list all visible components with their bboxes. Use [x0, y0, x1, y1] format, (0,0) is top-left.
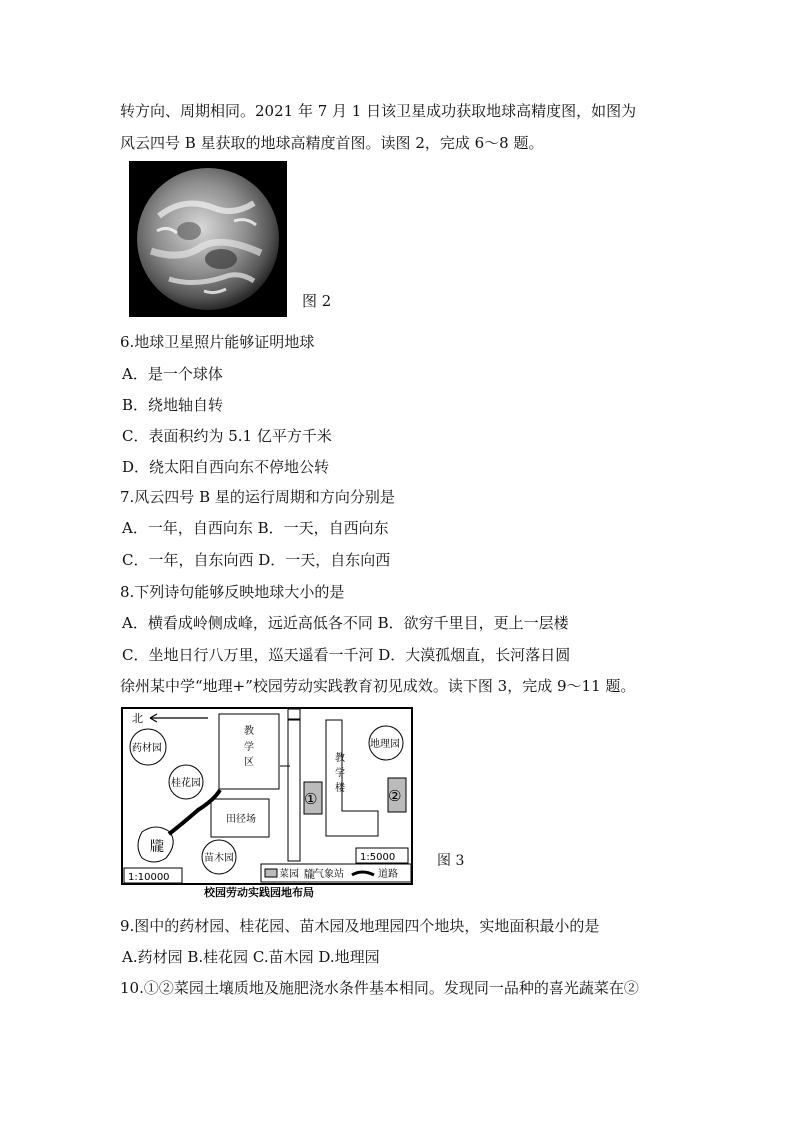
scale-left: 1:10000 — [128, 872, 170, 883]
q6-option-b: B．绕地轴自转 — [122, 396, 224, 414]
svg-text:教: 教 — [244, 726, 254, 737]
map-title: 校园劳动实践园地布局 — [204, 886, 314, 898]
road-strip — [288, 720, 300, 861]
svg-text:气象站: 气象站 — [314, 869, 344, 880]
q9-stem: 9.图中的药材园、桂花园、苗木园及地理园四个地块，实地面积最小的是 — [120, 917, 600, 935]
svg-text:桂花园: 桂花园 — [171, 778, 201, 789]
earth-satellite-photo — [129, 161, 287, 317]
svg-text:区: 区 — [244, 757, 254, 768]
q8-stem: 8.下列诗句能够反映地球大小的是 — [120, 583, 345, 601]
svg-text:学: 学 — [244, 742, 254, 753]
q6-option-d: D．绕太阳自西向东不停地公转 — [122, 458, 330, 476]
weather-station-icon: 𪚖 — [150, 839, 164, 855]
svg-text:菜园: 菜园 — [279, 869, 299, 880]
svg-text:田径场: 田径场 — [226, 814, 256, 825]
intro-line-2: 风云四号 B 星获取的地球高精度首图。读图 2，完成 6～8 题。 — [120, 134, 544, 152]
q7-options-ab: A．一年，自西向东 B．一天，自西向东 — [122, 519, 389, 537]
legend-station-icon: 𪚖 — [304, 868, 315, 881]
svg-text:②: ② — [388, 787, 402, 805]
north-label: 北 — [132, 712, 143, 725]
figure-2-caption: 图 2 — [302, 292, 332, 310]
q7-stem: 7.风云四号 B 星的运行周期和方向分别是 — [120, 488, 395, 506]
q9-options: A.药材园 B.桂花园 C.苗木园 D.地理园 — [122, 948, 380, 966]
svg-text:苗木园: 苗木园 — [204, 853, 234, 864]
q8-options-ab: A．横看成岭侧成峰，远近高低各不同 B．欲穷千里目，更上一层楼 — [122, 614, 569, 632]
q8-options-cd: C．坐地日行八万里，巡天遥看一千河 D．大漠孤烟直，长河落日圆 — [122, 646, 571, 664]
svg-text:楼: 楼 — [335, 783, 345, 794]
legend-vegetable-icon — [265, 869, 277, 877]
intro-2: 徐州某中学“地理+”校园劳动实践教育初见成效。读下图 3，完成 9～11 题。 — [120, 677, 636, 695]
campus-map — [120, 706, 416, 898]
q7-options-cd: C．一年，自东向西 D．一天，自东向西 — [122, 551, 391, 569]
q10-stem: 10.①②菜园土壤质地及施肥浇水条件基本相同。发现同一品种的喜光蔬菜在② — [120, 979, 639, 997]
svg-text:道路: 道路 — [378, 869, 398, 880]
svg-text:①: ① — [304, 790, 318, 808]
q6-option-a: A．是一个球体 — [122, 365, 223, 383]
svg-text:地理园: 地理园 — [370, 739, 400, 750]
svg-text:药材园: 药材园 — [132, 743, 162, 754]
figure-3-caption: 图 3 — [437, 853, 465, 869]
q6-stem: 6.地球卫星照片能够证明地球 — [120, 333, 315, 351]
q6-option-c: C．表面积约为 5.1 亿平方千米 — [122, 427, 332, 445]
svg-text:教: 教 — [335, 753, 345, 764]
intro-line-1: 转方向、周期相同。2021 年 7 月 1 日该卫星成功获取地球高精度图，如图为 — [120, 102, 637, 120]
scale-right: 1:5000 — [360, 852, 396, 863]
svg-text:学: 学 — [335, 768, 345, 779]
